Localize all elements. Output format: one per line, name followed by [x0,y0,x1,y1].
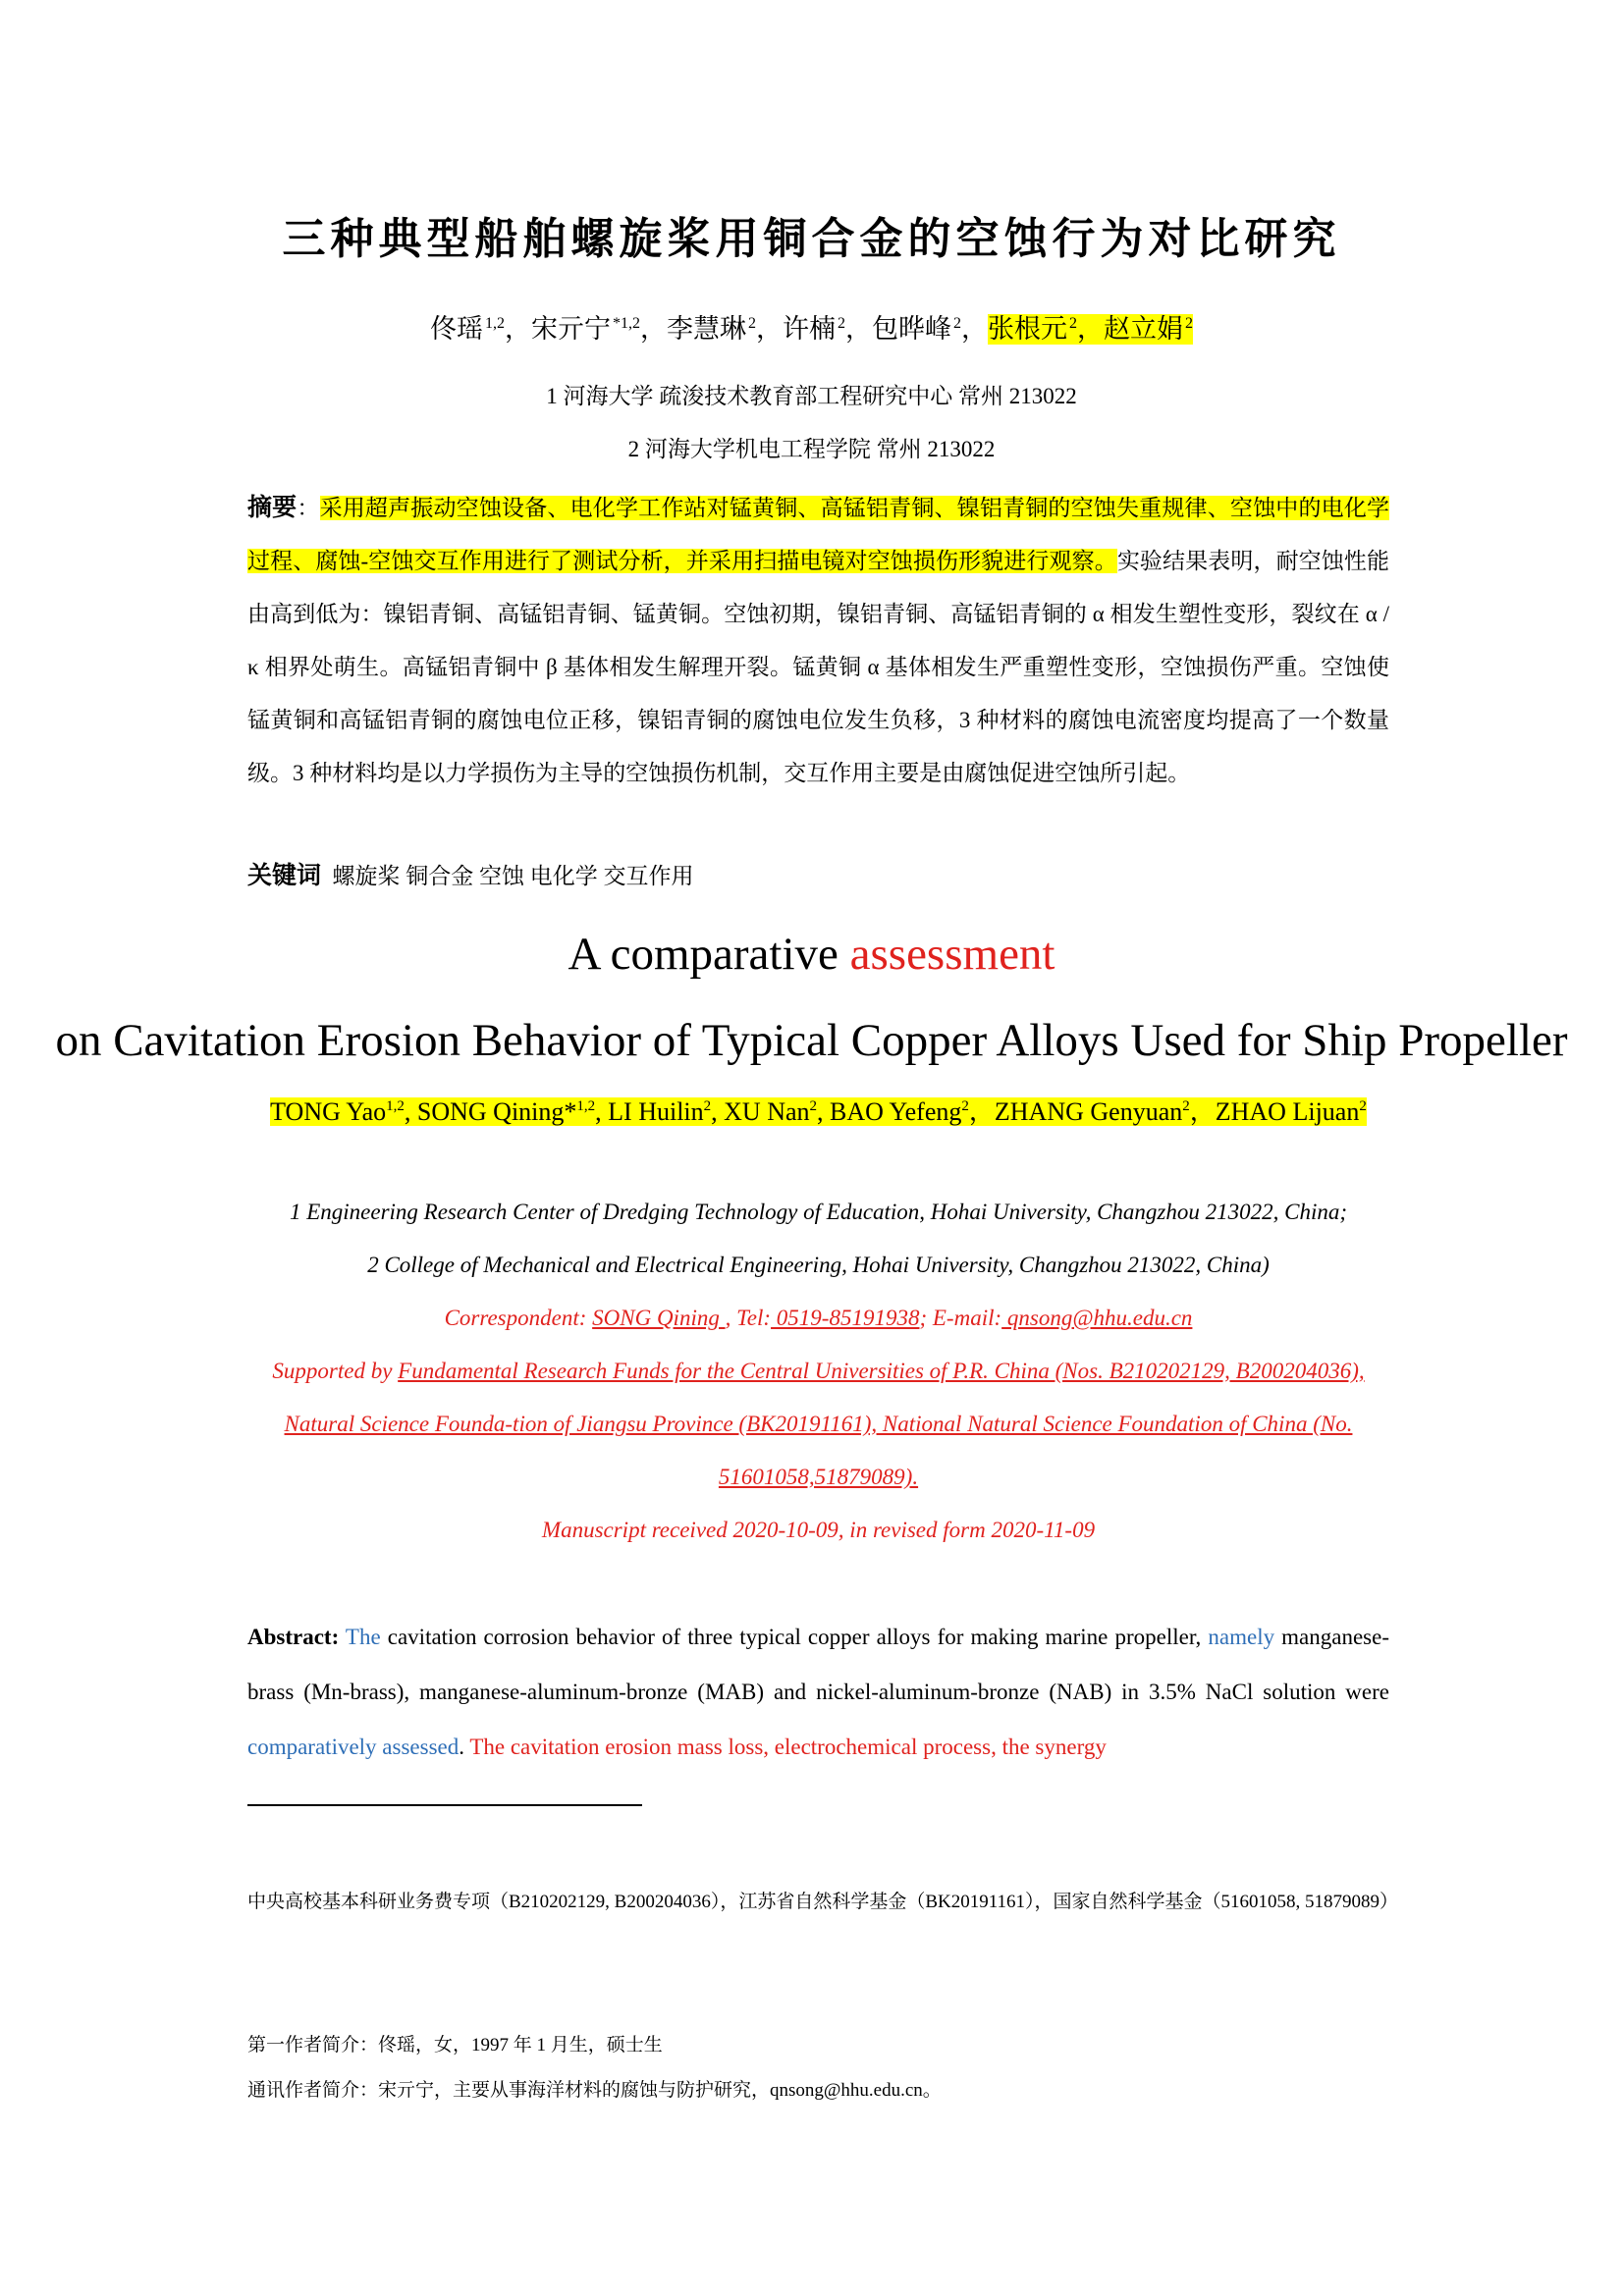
abstract-label: 摘要 [247,493,298,521]
chinese-keywords [247,856,1389,896]
english-author-list [247,1080,1389,1139]
abstract-text: 实验结果表明，耐空蚀性能由高到低为：镍铝青铜、高锰铝青铜、锰黄铜。空蚀初期，镍铝青铜、高锰铝青铜的 α 相发生塑性变形，裂纹在 α / κ 相界处萌生。高锰铝青铜中 β 基体相发生解理开裂。锰黄铜 α 基体相发生严重塑性变形，空蚀损伤严重。空蚀使锰黄铜和高锰铝青铜的腐蚀电位正移，镍铝青铜的腐蚀电位发生负移，3 种材料的腐蚀电流密度均提高了一个数量级。3 种材料均是以力学损伤为主导的空蚀损伤机制，交互作用主要是由腐蚀促进空蚀所引起。 [247,549,1390,785]
chinese-title: 三种典型船舶螺旋桨用铜合金的空蚀行为对比研究 [282,214,1341,264]
author-6-highlighted: 张根元 $^2$， [988,314,1104,345]
keywords-text: 螺旋桨 铜合金 空蚀 电化学 交互作用 [332,864,694,888]
english-affiliation-1: 1 Engineering Research Center of Dredging Technology of Education, Hohai University, Changzhou 213022, China; [289,1200,1348,1224]
correspondent-name: SONG Qining [592,1306,726,1330]
keywords-label: 关键词 [247,861,322,889]
correspondent-line: Correspondent: SONG Qining , Tel: 0519-85191938; E-mail: qnsong@hhu.edu.cn [444,1306,1193,1330]
author-4: 许楠 $^2$， [783,314,872,345]
english-title: A comparative assessment on Cavitation Erosion Behavior of Typical Copper Alloys Used for Ship Propeller [55,929,1568,1066]
footnote-funding: 中央高校基本科研业务费专项（B210202129, B200204036），江苏省自然科学基金（BK20191161），国家自然科学基金（51601058, 51879089） [247,1892,1399,1912]
manuscript-dates: Manuscript received 2020-10-09, in revised form 2020-11-09 [541,1518,1096,1542]
telephone: 0519-85191938 [771,1306,920,1330]
author-1: 佟瑶 $^{1,2}$， [430,314,531,345]
english-affiliations [247,1186,1389,1557]
english-abstract-label: Abstract: [247,1625,340,1649]
author-3: 李慧琳 $^2$， [667,314,783,345]
chinese-author-list [0,302,1623,351]
footnote-divider [247,1804,642,1806]
footnote-first-author: 第一作者简介：佟瑶，女，1997 年 1 月生，硕士生 [247,2035,663,2056]
chinese-affiliation-1: 1 河海大学 疏浚技术教育部工程研究中心 常州 213022 [546,384,1077,408]
abstract-highlighted-text: 采用超声振动空蚀设备、电化学工作站对锰黄铜、高锰铝青铜、镍铝青铜的空蚀失重规律、空蚀中的电化学过程、腐蚀-空蚀交互作用进行了测试分析，并采用扫描电镜对空蚀损伤形貌进行观察。 [247,496,1389,573]
english-abstract: Abstract: The cavitation corrosion behavior of three typical copper alloys for making marine propeller, namely manganese-brass (Mn-brass), manganese-aluminum-bronze (MAB) and nickel-aluminum-bronze (NAB) in 3.5% NaCl solution were comparatively assessed. The cavitation erosion mass loss, electrochemical process, the synergy [247,1625,1389,1759]
email-link[interactable]: qnsong@hhu.edu.cn [1001,1306,1193,1330]
author-7-highlighted: 赵立娟 $^2$ [1104,314,1193,345]
author-5: 包晔峰 $^2$， [872,314,988,345]
title-red-word: assessment [849,929,1055,980]
chinese-abstract: 摘要：采用超声振动空蚀设备、电化学工作站对锰黄铜、高锰铝青铜、镍铝青铜的空蚀失重规律、空蚀中的电化学过程、腐蚀-空蚀交互作用进行了测试分析，并采用扫描电镜对空蚀损伤形貌进行观察。实验结果表明，耐空蚀性能由高到低为：镍铝青铜、高锰铝青铜、锰黄铜。空蚀初期，镍铝青铜、高锰铝青铜的 α 相发生塑性变形，裂纹在 α / κ 相界处萌生。高锰铝青铜中 β 基体相发生解理开裂。锰黄铜 α 基体相发生严重塑性变形，空蚀损伤严重。空蚀使锰黄铜和高锰铝青铜的腐蚀电位正移，镍铝青铜的腐蚀电位发生负移，3 种材料的腐蚀电流密度均提高了一个数量级。3 种材料均是以力学损伤为主导的空蚀损伤机制，交互作用主要是由腐蚀促进空蚀所引起。 [247,493,1390,785]
english-authors-highlighted: TONG Yao$^{1,2}$, SONG Qining*$^{1,2}$, LI Huilin$^2$, XU Nan$^2$, BAO Yefeng$^2$，ZHANG Genyuan$^2$，ZHAO Lijuan$^2$ [270,1097,1367,1126]
footnote-corresponding-author: 通讯作者简介：宋亓宁，主要从事海洋材料的腐蚀与防护研究，qnsong@hhu.edu.cn。 [247,2080,942,2101]
funding-text: Fundamental Research Funds for the Central Universities of P.R. China (Nos. B210202129, B200204036), Natural Science Founda-tion of Jiangsu Province (BK20191161), National Natural Science Foundation of China (No. 51601058,51879089). [284,1359,1365,1489]
chinese-affiliation-2: 2 河海大学机电工程学院 常州 213022 [627,437,996,461]
funding-statement: Supported by Fundamental Research Funds for the Central Universities of P.R. China (Nos. B210202129, B200204036), Natural Science Founda-tion of Jiangsu Province (BK20191161), National Natural Science Foundation of China (No. 51601058,51879089). [272,1359,1365,1489]
english-affiliation-2: 2 College of Mechanical and Electrical Engineering, Hohai University, Changzhou 213022, China) [367,1253,1270,1277]
author-2: 宋亓宁 $^{*1,2}$， [531,314,667,345]
